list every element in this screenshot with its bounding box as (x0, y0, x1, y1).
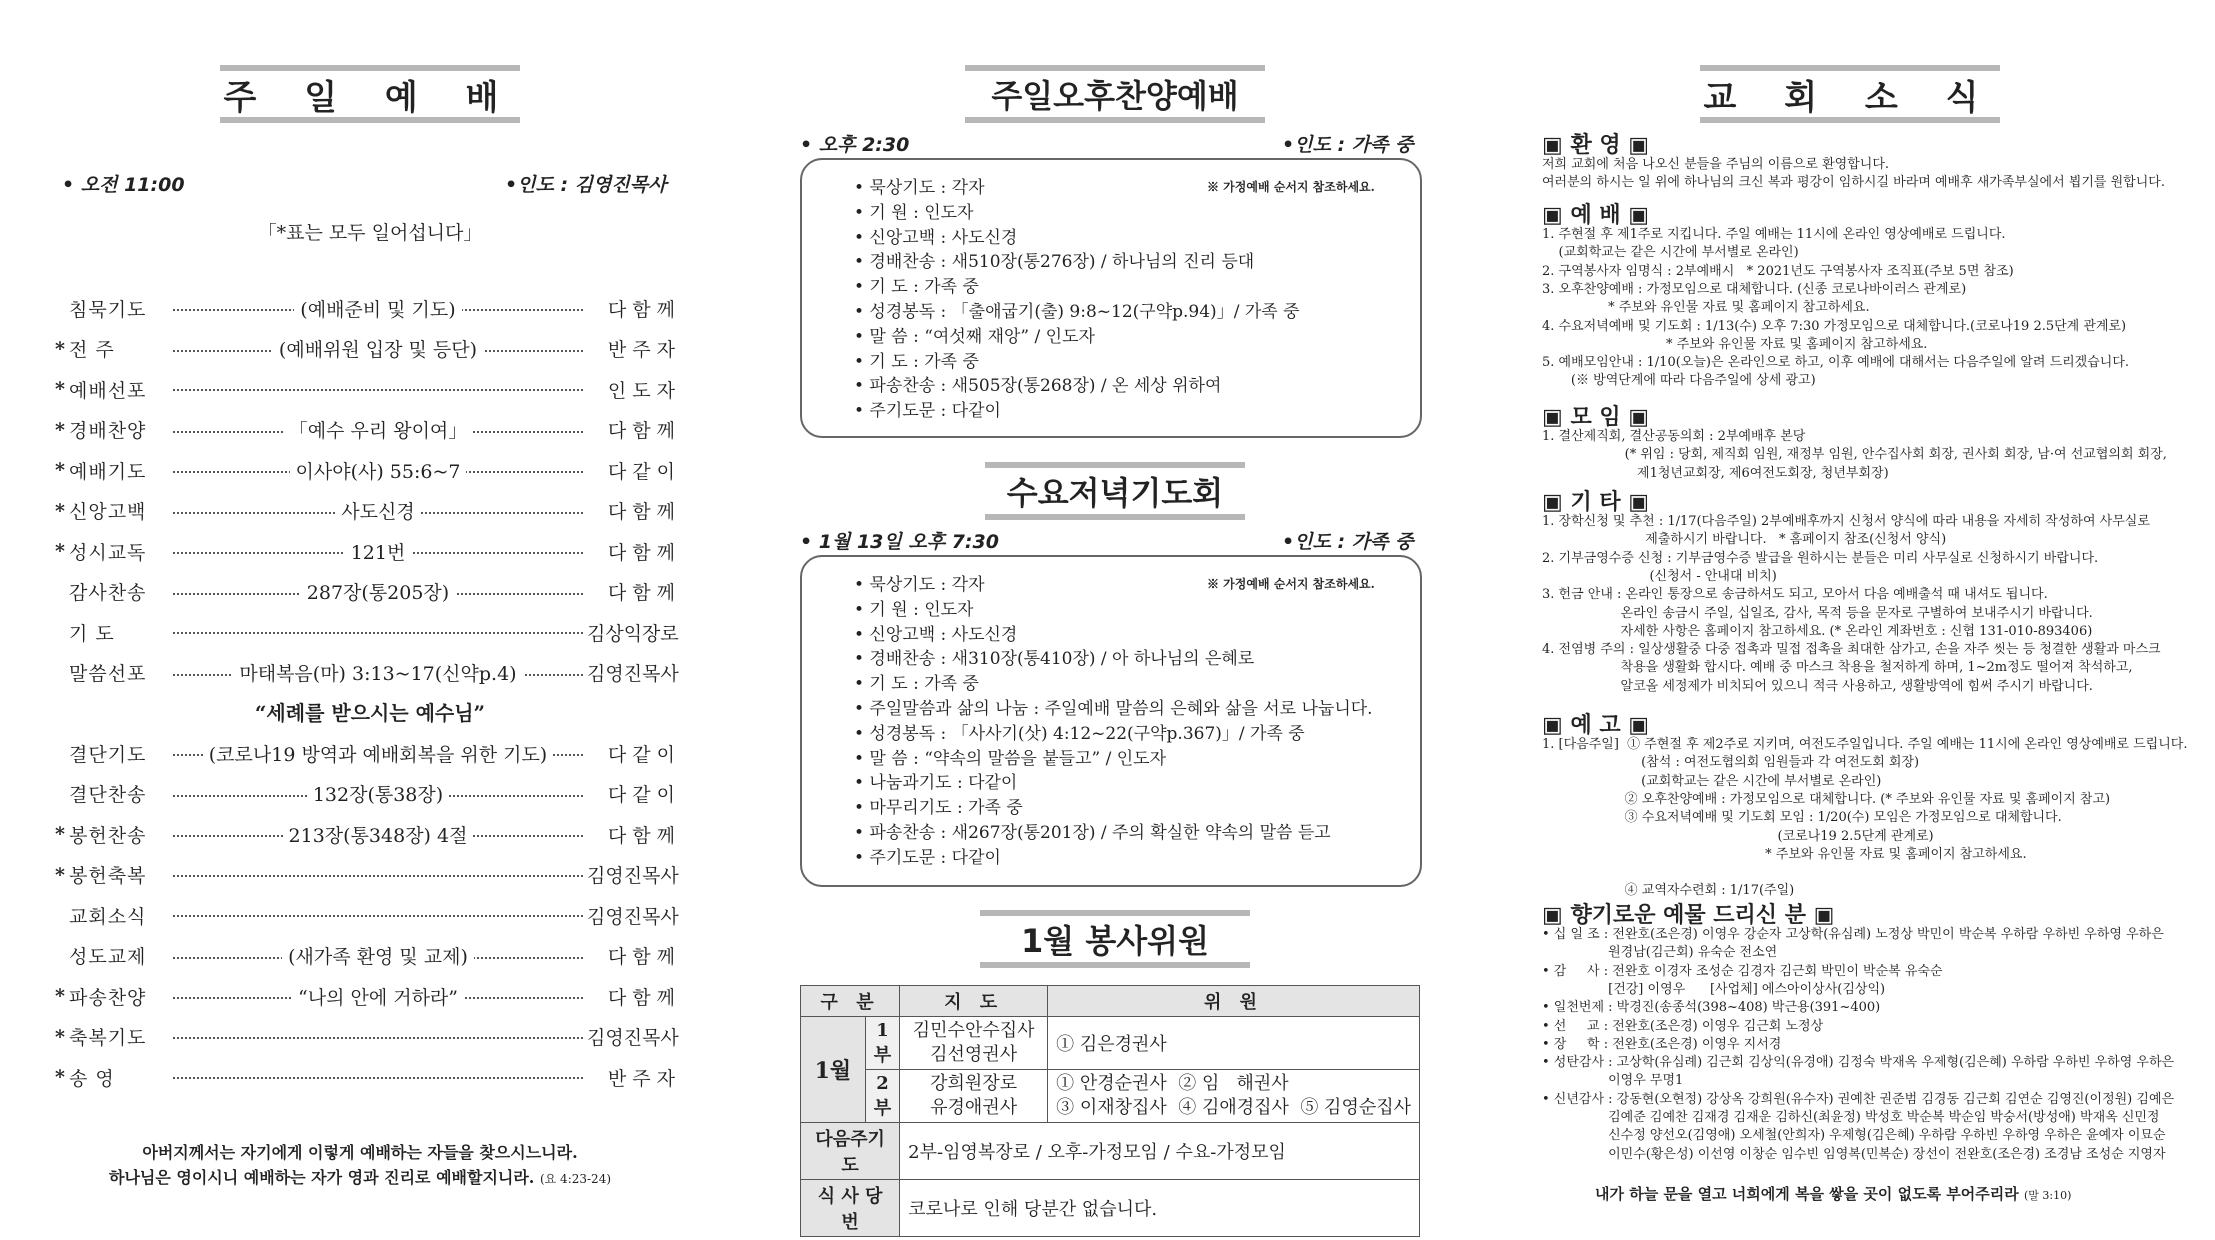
worship-order-row (55, 374, 675, 404)
order-item-leader: 김상익장로 (587, 622, 679, 645)
news-line: 착용을 생활화 합시다. 예배 중 마스크 착용을 철저하게 하며, 1~2m정도 떨어져 착석하고, (1542, 660, 2133, 676)
closing-verse-line2 (40, 1165, 680, 1192)
news-line: 온라인 송금시 주일, 십일조, 감사, 목적 등을 문자로 구별하여 보내주시기 바랍니다. (1542, 605, 2093, 621)
order-item: • 기 원 : 인도자 (854, 202, 974, 223)
closing-verse-line1: 아버지께서는 자기에게 이렇게 예배하는 자들을 찾으시느니라. (142, 1143, 578, 1162)
order-item-leader: 김영진목사 (587, 865, 679, 887)
church-news-column (1530, 0, 2215, 1240)
news-line: 이민수(황은성) 이선영 이창순 임수빈 임영복(민복순) 장선이 전완호(조은경) 조경남 조성순 지영자 (1542, 1146, 2166, 1162)
news-line: (* 위임 : 당회, 제직회 임원, 재정부 임원, 안수집사회 회장, 권사회 회장, 남·여 선교협의회 회장, (1542, 447, 2167, 463)
news-line: • 성탄감사 : 고상학(유심례) 김근회 김상익(유경애) 김정숙 박재옥 우제형(김은혜) 우하람 우하빈 우하영 우하은 (1542, 1055, 2175, 1071)
volunteer-part1-leader (900, 1017, 1048, 1070)
closing-verse-line2-text: 하나님은 영이시니 예배하는 자가 영과 진리로 예배할지니라. (108, 1168, 535, 1187)
order-item-content: 마태복음(마) 3:13~17(신약p.4) (233, 659, 522, 686)
news-line: 2. 구역봉사자 임명식 : 2부예배시 * 2021년도 구역봉사자 조직표(주보 5면 참조) (1542, 263, 2014, 279)
standing-note: 「*표는 모두 일어섭니다」 (257, 222, 483, 244)
order-item-content: “나의 안에 거하라” (292, 983, 464, 1010)
dotted-leader (169, 740, 587, 767)
order-item-leader: 반 주 자 (607, 1067, 675, 1090)
sunday-worship-time: • 오전 11:00 (62, 174, 185, 196)
dotted-leader (169, 780, 587, 807)
order-item-name: 성시교독 (69, 541, 147, 564)
volunteer-part2-leader (900, 1070, 1048, 1123)
dotted-leader (169, 538, 587, 565)
volunteer-row-meal (801, 1180, 1420, 1237)
bottom-verse-text: 내가 하늘 문을 열고 너희에게 복을 쌓을 곳이 없도록 부어주리라 (1595, 1185, 2019, 1203)
news-line: 3. 오후찬양예배 : 가정모임으로 대체합니다. (신종 코로나바이러스 관계로) (1542, 281, 1967, 297)
dotted-leader (169, 983, 587, 1010)
worship-order-row (55, 617, 679, 647)
news-line: 4. 전염병 주의 : 일상생활중 다중 접촉과 밀접 접촉을 최대한 삼가고, 손을 자주 씻는 등 청결한 생활과 마스크 (1542, 642, 2161, 658)
volunteer-part1-label: 1부 (865, 1017, 899, 1070)
order-item-name: 축복기도 (69, 1027, 147, 1049)
order-item-leader: 김영진목사 (587, 663, 679, 685)
order-item: • 신앙고백 : 사도신경 (854, 227, 1018, 248)
dotted-leader (169, 416, 587, 443)
worship-order-row (55, 334, 675, 364)
volunteer-part1-members: ① 김은경권사 (1048, 1017, 1420, 1070)
news-line: (※ 방역단계에 따라 다음주일에 상세 광고) (1542, 373, 1816, 389)
news-line: ③ 수요저녁예배 및 기도회 모임 : 1/20(수) 모임은 가정모임으로 대체합니다. (1542, 810, 2062, 826)
part2-members-2: ③ 이재창집사 ④ 김애경집사 ⑤ 김영순집사 (1056, 1097, 1411, 1118)
part2-leader-1: 강희원장로 (930, 1073, 1018, 1094)
order-item: • 성경봉독 : 「사사기(삿) 4:12~22(구약p.367)」/ 가족 중 (854, 723, 1305, 744)
order-item-name: 파송찬양 (69, 986, 147, 1009)
news-line: 4. 수요저녁예배 및 기도회 : 1/13(수) 오후 7:30 가정모임으로 대체합니다.(코로나19 2.5단계 관계로) (1542, 318, 2127, 334)
order-item: • 주기도문 : 다같이 (854, 401, 1001, 422)
order-item: • 경배찬송 : 새310장(통410장) / 아 하나님의 은혜로 (854, 649, 1255, 670)
order-item: • 말 씀 : “약속의 말씀을 붙들고” / 인도자 (854, 748, 1167, 769)
order-item-leader: 다 함 께 (607, 824, 675, 847)
order-item-content: (예배위원 입장 및 등단) (273, 335, 483, 362)
worship-order-row (55, 900, 679, 930)
order-item-leader: 다 함 께 (607, 986, 675, 1009)
worship-order-row (55, 738, 675, 768)
order-item-leader: 다 같 이 (607, 784, 675, 806)
news-line: 제1청년교회장, 제6여전도회장, 청년부회장) (1542, 465, 1889, 481)
order-item-name: 송 영 (69, 1067, 115, 1090)
news-section-heading: ▣ 모 임 ▣ (1542, 405, 1650, 430)
sunday-worship-leader: •인도 : 김영진목사 (505, 174, 667, 196)
order-item-name: 신앙고백 (69, 501, 147, 523)
worship-order-row (55, 1062, 675, 1092)
wednesday-order-box (800, 555, 1422, 887)
order-item-name: 예배기도 (69, 460, 147, 483)
order-item-name: 봉헌축복 (69, 865, 147, 887)
worship-order-row (55, 293, 675, 323)
standing-mark: * (55, 985, 65, 1007)
order-item-content: 287장(통205장) (301, 578, 455, 605)
volunteer-row-part2 (801, 1070, 1420, 1123)
order-item: • 기 원 : 인도자 (854, 599, 974, 620)
standing-mark: * (55, 863, 65, 886)
next-prayer-value: 2부-임영복장로 / 오후-가정모임 / 수요-가정모임 (900, 1123, 1420, 1180)
volunteer-title: 1월 봉사위원 (1021, 922, 1209, 960)
order-item-name: 교회소식 (69, 905, 147, 928)
order-item-leader: 다 같 이 (607, 460, 675, 483)
order-item-content: (새가족 환영 및 교제) (282, 942, 474, 969)
news-line: 이영우 무명1 (1542, 1073, 1684, 1089)
order-item: • 말 씀 : “여섯째 재앙” / 인도자 (854, 326, 1095, 347)
news-line: • 일천번제 : 박경진(송종석(398~408) 박근용(391~400) (1542, 1000, 1881, 1016)
order-item: • 파송찬송 : 새505장(통268장) / 온 세상 위하여 (854, 376, 1222, 397)
standing-mark: * (55, 459, 65, 481)
news-line: 원경남(김근회) 유숙순 전소연 (1542, 945, 1778, 961)
standing-mark: * (55, 1025, 65, 1048)
order-item-leader: 다 같 이 (607, 743, 675, 766)
worship-order-row (55, 819, 675, 849)
news-line: ④ 교역자수련회 : 1/17(주일) (1542, 883, 1795, 899)
news-line: 알코올 세정제가 비치되어 있으니 적극 사용하고, 생활방역에 힘써 주시기 바랍니다. (1542, 678, 2093, 694)
dotted-leader (169, 497, 587, 524)
order-item: • 기 도 : 가족 중 (854, 351, 979, 372)
order-item-content: 132장(통38장) (307, 780, 449, 807)
standing-mark: * (55, 823, 65, 845)
news-line: * 주보와 유인물 자료 및 홈페이지 참고하세요. (1542, 336, 1928, 352)
order-item: • 기 도 : 가족 중 (854, 277, 979, 298)
order-item-leader: 다 함 께 (607, 501, 675, 523)
order-item-leader: 김영진목사 (587, 1027, 679, 1049)
part1-leader-1: 김민수안수집사 (912, 1020, 1035, 1041)
order-item: • 파송찬송 : 새267장(통201장) / 주의 확실한 약속의 말씀 듣고 (854, 823, 1331, 843)
order-item-leader: 다 함 께 (607, 582, 675, 604)
header-members: 위 원 (1048, 986, 1420, 1017)
sunday-worship-title: 주 일 예 배 (223, 77, 517, 118)
order-item: • 마무리기도 : 가족 중 (854, 798, 1023, 819)
order-item: • 묵상기도 : 각자 (854, 575, 985, 595)
news-line: 김예준 김예찬 김재경 김재운 김하신(최윤정) 박성호 박순복 박순임 박숭서(방성애) 박재옥 신민정 (1542, 1110, 2160, 1125)
order-item-name: 기 도 (69, 622, 115, 645)
news-line: (교회학교는 같은 시간에 부서별로 온라인) (1542, 773, 1882, 789)
worship-order-row (55, 415, 675, 445)
worship-order-row (55, 1022, 679, 1052)
order-item-name: 전 주 (69, 339, 115, 361)
news-line: 2. 기부금영수증 신청 : 기부금영수증 발급을 원하시는 분들은 미리 사무실로 신청하시기 바랍니다. (1542, 550, 2099, 566)
part2-members-1: ① 안경순권사 ② 임 해권사 (1056, 1073, 1289, 1094)
dotted-leader (169, 821, 587, 848)
afternoon-time: • 오후 2:30 (800, 134, 910, 156)
standing-mark: * (55, 378, 65, 400)
header-division: 구 분 (801, 986, 900, 1017)
header-leader: 지 도 (900, 986, 1048, 1017)
standing-mark: * (55, 540, 65, 562)
order-item-leader: 다 함 께 (607, 541, 675, 564)
worship-order-row (55, 658, 679, 688)
order-item: • 신앙고백 : 사도신경 (854, 624, 1018, 645)
news-line: 1. [다음주일] ① 주현절 후 제2주로 지키며, 여전도주일입니다. 주일 예배는 11시에 온라인 영상예배로 드립니다. (1542, 737, 2188, 752)
sunday-worship-title-box (220, 65, 520, 123)
news-line: • 십 일 조 : 전완호(조은경) 이영우 강순자 고상학(유심례) 노정상 박민이 박순복 우하람 우하빈 우하영 우하은 (1542, 927, 2164, 942)
wednesday-note: ※ 가정예배 순서지 참조하세요. (1207, 577, 1375, 591)
order-item-leader: 김영진목사 (587, 905, 679, 928)
order-item-content: (코로나19 방역과 예배회복을 위한 기도) (203, 740, 553, 767)
news-section-heading: ▣ 예 배 ▣ (1542, 203, 1650, 228)
news-line: 1. 주현절 후 제1주로 지킵니다. 주일 예배는 11시에 온라인 영상예배로 드립니다. (1542, 227, 2006, 242)
standing-mark: * (55, 1066, 65, 1088)
order-item-leader: 다 함 께 (607, 298, 675, 321)
worship-order-row (55, 981, 675, 1011)
dotted-leader (169, 942, 587, 969)
order-item-content: 「예수 우리 왕이여」 (283, 416, 474, 443)
news-section-heading: ▣ 기 타 ▣ (1542, 490, 1650, 515)
closing-verse (40, 1140, 680, 1192)
order-item-name: 결단찬송 (69, 784, 147, 806)
wednesday-leader: •인도 : 가족 중 (1282, 531, 1414, 553)
order-item-name: 경배찬양 (69, 420, 147, 442)
order-item-content: 사도신경 (335, 497, 420, 524)
volunteer-table-header (801, 986, 1420, 1017)
order-item-name: 봉헌찬송 (69, 824, 147, 847)
worship-order-row (55, 577, 675, 607)
order-item: • 기 도 : 가족 중 (854, 674, 979, 695)
news-line: 자세한 사항은 홈페이지 참고하세요. (* 온라인 계좌번호 : 신협 131-010-893406) (1542, 623, 2093, 639)
next-prayer-label: 다음주기도 (801, 1123, 900, 1180)
order-item-content: 121번 (345, 538, 412, 565)
news-line: 1. 결산제직회, 결산공동의회 : 2부예배후 본당 (1542, 429, 1806, 444)
afternoon-worship-title-box (965, 65, 1265, 123)
order-item-name: 성도교제 (69, 946, 147, 968)
middle-column (780, 0, 1450, 1240)
order-item-leader: 반 주 자 (607, 339, 675, 361)
standing-mark: * (55, 499, 65, 522)
closing-verse-ref: (요 4:23-24) (539, 1172, 612, 1186)
order-item-leader: 다 함 께 (607, 420, 675, 442)
news-line: (신청서 - 안내대 비치) (1542, 568, 1777, 584)
news-line: [건강] 이영우 [사업체] 에스아이상사(김상익) (1542, 981, 1886, 997)
volunteer-part2-label: 2부 (865, 1070, 899, 1123)
order-item-name: 결단기도 (69, 743, 147, 766)
worship-order-row (55, 536, 675, 566)
afternoon-order-box (800, 158, 1422, 438)
meal-duty-label: 식 사 당 번 (801, 1180, 900, 1237)
volunteer-table (800, 985, 1420, 1237)
sermon-title: “세례를 받으시는 예수님” (254, 701, 486, 725)
order-item-leader: 다 함 께 (607, 946, 675, 968)
news-section-heading: ▣ 환 영 ▣ (1542, 133, 1650, 158)
news-section-heading: ▣ 예 고 ▣ (1542, 713, 1650, 738)
dotted-leader (169, 578, 587, 605)
wednesday-prayer-title: 수요저녁기도회 (1006, 474, 1224, 512)
news-line: (코로나19 2.5단계 관계로) (1542, 828, 1934, 844)
bottom-verse (1595, 1183, 2071, 1204)
order-item-name: 말씀선포 (69, 663, 147, 685)
volunteer-month: 1월 (801, 1017, 866, 1123)
order-item-name: 예배선포 (69, 379, 147, 402)
news-line: 3. 헌금 안내 : 온라인 통장으로 송금하셔도 되고, 모아서 다음 예배출석 때 내셔도 됩니다. (1542, 587, 2048, 603)
volunteer-title-box (980, 910, 1250, 968)
order-item-name: 침묵기도 (69, 298, 147, 321)
sunday-worship-column (0, 0, 740, 1240)
news-line: 여러분의 하시는 일 위에 하나님의 크신 복과 평강이 임하시길 바라며 예배후 새가족부실에서 뵙기를 원합니다. (1542, 175, 2165, 191)
part1-leader-2: 김선영권사 (930, 1044, 1018, 1065)
church-news-title-box (1700, 65, 2000, 123)
order-item-content: (예배준비 및 기도) (294, 295, 461, 322)
worship-order-row (55, 860, 679, 890)
worship-order-row (55, 941, 675, 971)
order-item: • 경배찬송 : 새510장(통276장) / 하나님의 진리 등대 (854, 252, 1255, 273)
afternoon-note: ※ 가정예배 순서지 참조하세요. (1207, 180, 1375, 194)
news-line: * 주보와 유인물 자료 및 홈페이지 참고하세요. (1542, 846, 2027, 862)
dotted-leader (169, 659, 587, 686)
news-line: 5. 예배모임안내 : 1/10(오늘)은 온라인으로 하고, 이후 예배에 대해서는 다음주일에 알려 드리겠습니다. (1542, 355, 2130, 371)
order-item: • 묵상기도 : 각자 (854, 178, 985, 198)
order-item-content: 213장(통348장) 4절 (283, 821, 474, 848)
news-line: (참석 : 여전도협의회 임원들과 각 여전도회 회장) (1542, 755, 1920, 771)
worship-order-row (55, 455, 675, 485)
afternoon-leader: •인도 : 가족 중 (1282, 134, 1414, 156)
afternoon-worship-title: 주일오후찬양예배 (991, 77, 1239, 115)
dotted-leader (169, 457, 587, 484)
news-section-heading: ▣ 향기로운 예물 드리신 분 ▣ (1542, 903, 1835, 928)
order-item: • 주일말씀과 삶의 나눔 : 주일예배 말씀의 은혜와 삶을 서로 나눕니다. (854, 699, 1373, 719)
news-line: * 주보와 유인물 자료 및 홈페이지 참고하세요. (1542, 300, 1870, 316)
volunteer-row-next-prayer (801, 1123, 1420, 1180)
news-line: ② 오후찬양예배 : 가정모임으로 대체합니다. (* 주보와 유인물 자료 및 홈페이지 참고) (1542, 791, 2111, 807)
wednesday-prayer-title-box (985, 462, 1245, 520)
news-line: 1. 장학신청 및 추천 : 1/17(다음주일) 2부예배후까지 신청서 양식에 따라 내용을 자세히 작성하여 사무실로 (1542, 514, 2150, 529)
news-line: 신수정 양선오(김영애) 오세철(안희자) 우제형(김은혜) 우하람 우하빈 우하영 우하은 윤예자 이묘순 (1542, 1128, 2166, 1144)
news-line: 제출하시기 바랍니다. * 홈페이지 참조(신청서 양식) (1542, 532, 1947, 548)
order-item-name: 감사찬송 (69, 582, 147, 604)
volunteer-part2-members (1048, 1070, 1420, 1123)
standing-mark: * (55, 337, 65, 360)
worship-order-row (55, 496, 675, 526)
worship-order-row (55, 779, 675, 809)
church-news-title: 교 회 소 식 (1703, 77, 1997, 118)
news-line: • 선 교 : 전완호(조은경) 이영우 김근회 노정상 (1542, 1018, 1824, 1034)
order-item: • 주기도문 : 다같이 (854, 847, 1001, 868)
order-item: • 나눔과기도 : 다같이 (854, 773, 1018, 794)
meal-duty-value: 코로나로 인해 당분간 없습니다. (900, 1180, 1420, 1237)
order-item-content: 이사야(사) 55:6~7 (290, 457, 467, 484)
news-line: • 감 사 : 전완호 이경자 조성순 김경자 김근회 박민이 박순복 유숙순 (1542, 963, 1943, 979)
news-line: (교회학교는 같은 시간에 부서별로 온라인) (1542, 245, 1799, 261)
dotted-leader (169, 335, 587, 362)
standing-mark: * (55, 418, 65, 441)
dotted-leader (169, 295, 587, 322)
news-line: • 신년감사 : 강동현(오현정) 강상옥 강희원(유수자) 권예찬 권준범 김경동 김근회 김연순 김영진(이정원) 김예은 (1542, 1091, 2175, 1107)
news-line: 저희 교회에 처음 나오신 분들을 주님의 이름으로 환영합니다. (1542, 157, 1890, 172)
news-line: • 장 학 : 전완호(조은경) 이영우 지서경 (1542, 1036, 1782, 1052)
volunteer-row-part1 (801, 1017, 1420, 1070)
wednesday-time: • 1월 13일 오후 7:30 (800, 531, 999, 553)
order-item: • 성경봉독 : 「출애굽기(출) 9:8~12(구약p.94)」/ 가족 중 (854, 302, 1300, 322)
part2-leader-2: 유경애권사 (930, 1097, 1018, 1118)
bottom-verse-ref: (말 3:10) (2023, 1189, 2072, 1202)
order-item-leader: 인 도 자 (607, 379, 675, 402)
